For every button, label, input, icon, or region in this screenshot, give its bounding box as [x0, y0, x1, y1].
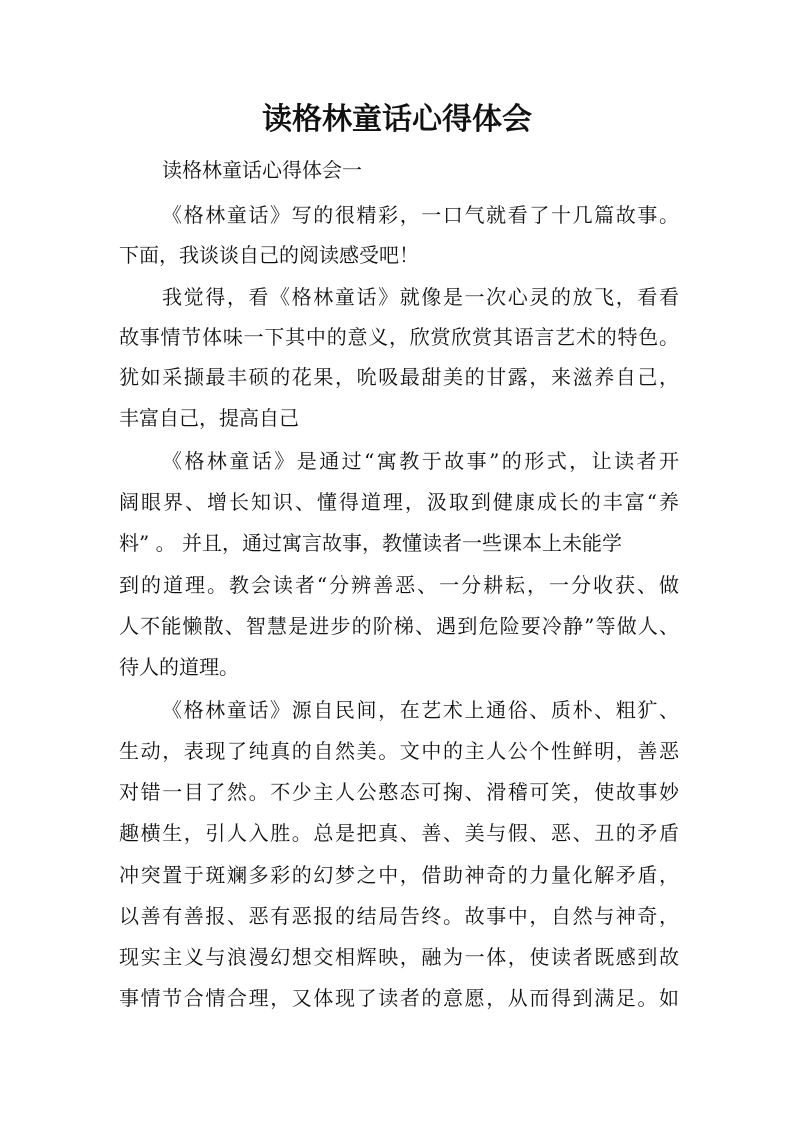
body-line: 冲突置于斑斓多彩的幻梦之中，借助神奇的力量化解矛盾， [119, 863, 679, 887]
body-line: 我觉得，看《格林童话》就像是一次心灵的放飞，看看 [162, 285, 679, 309]
body-line: 人不能懒散、智慧是进步的阶梯、遇到危险要冷静”等做人、 [119, 614, 679, 638]
body-line: 现实主义与浪漫幻想交相辉映，融为一体，使读者既感到故 [119, 945, 679, 969]
body-line: 《格林童话》是通过“寓教于故事”的形式，让读者开 [162, 449, 679, 473]
body-line: 《格林童话》写的很精彩，一口气就看了十几篇故事。 [162, 203, 679, 227]
body-line: 对错一目了然。不少主人公憨态可掬、滑稽可笑，使故事妙 [119, 780, 679, 804]
body-line: 《格林童话》源自民间，在艺术上通俗、质朴、粗犷、 [162, 698, 679, 722]
body-line: 犹如采撷最丰硕的花果，吮吸最甜美的甘露，来滋养自己， [119, 365, 679, 389]
section-heading: 读格林童话心得体会一 [162, 158, 362, 182]
body-line: 待人的道理。 [119, 655, 239, 679]
body-line: 丰富自己，提高自己 [119, 406, 299, 430]
body-line: 阔眼界、增长知识、懂得道理，汲取到健康成长的丰富“养 [119, 490, 679, 514]
body-line: 到的道理。教会读者“分辨善恶、一分耕耘，一分收获、做 [119, 573, 679, 597]
body-line: 生动，表现了纯真的自然美。文中的主人公个性鲜明，善恶 [119, 739, 679, 763]
body-line: 下面，我谈谈自己的阅读感受吧！ [119, 243, 419, 267]
body-line: 趣横生，引人入胜。总是把真、善、美与假、恶、丑的矛盾 [119, 821, 679, 845]
body-line: 事情节合情合理，又体现了读者的意愿，从而得到满足。如 [119, 986, 679, 1010]
document-title: 读格林童话心得体会 [262, 102, 532, 137]
body-line: 料” 。 并且，通过寓言故事，教懂读者一些课本上未能学 [119, 531, 622, 555]
body-line: 故事情节体味一下其中的意义，欣赏欣赏其语言艺术的特色。 [119, 325, 679, 349]
body-line: 以善有善报、恶有恶报的结局告终。故事中，自然与神奇， [119, 904, 679, 928]
